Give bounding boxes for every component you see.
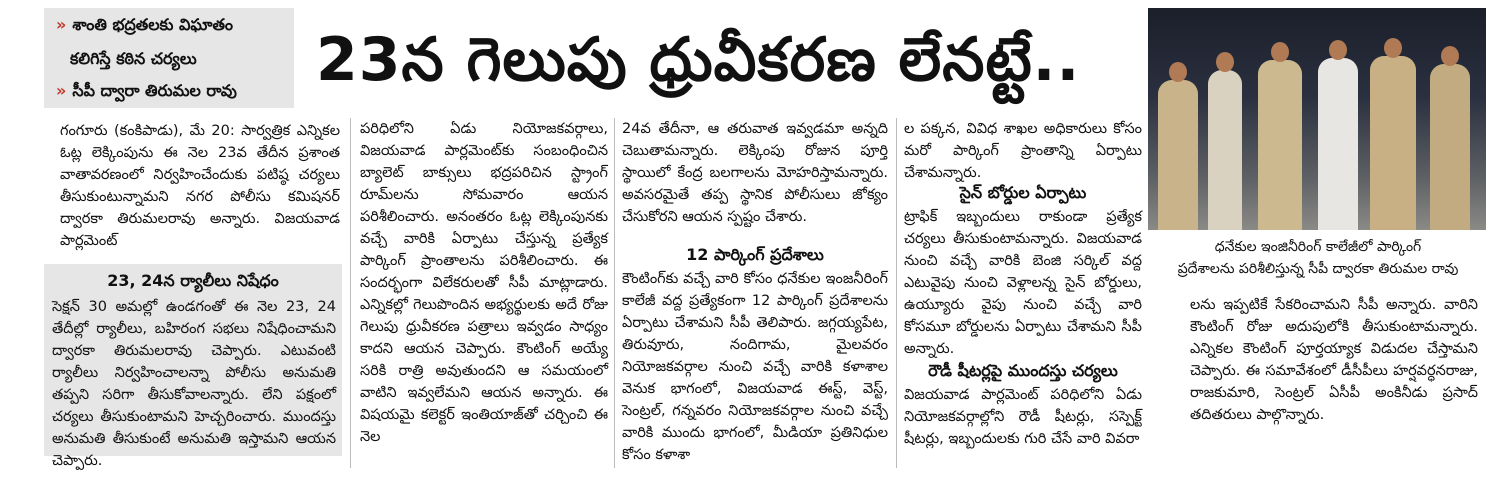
column-3-para-2: కౌంటింగ్‌కు వచ్చే వారి కోసం ధనేకుల ఇంజనీరింగ్ కాలేజీ వద్ద ప్రత్యేకంగా 12 పార్కింగ్ ప్రదేశాలను ఏర్పాటు చేశామని సీపీ తెలిపారు. జగ్గయ్యపేట, తిరువూరు, నందిగామ, మైలవరం నియోజకవర్గాల నుంచి వచ్చే వారికి కళాశాల వెనుక భాగంలో, విజయవాడ ఈస్ట్, వెస్ట్, సెంట్రల్, గన్నవరం నియోజకవర్గాల నుంచి వచ్చే వారికి ముందు భాగంలో, మీడియా ప్రతినిధుల కోసం కళాశా (622, 271, 888, 463)
bullet-icon: » (56, 15, 67, 34)
officer-figure (1158, 80, 1198, 230)
kicker-line-1: » శాంతి భద్రతలకు విఘాతం (56, 15, 234, 34)
kicker-line-3: » సీపీ ద్వారా తిరుమల రావు (56, 81, 237, 100)
officer-figure (1208, 70, 1242, 230)
column-4-para-3: విజయవాడ పార్లమెంట్ పరిధిలోని ఏడు నియోజకవర్గాల్లోని రౌడీ షీటర్లు, సస్పెక్ట్ షీటర్లు, ఇబ్బందులకు గురి చేసే వారి వివరా (904, 387, 1142, 447)
officer-figure (1430, 64, 1470, 230)
subheading-sign-boards: సైన్ బోర్డుల ఏర్పాటు (959, 183, 1087, 202)
headline: 23న గెలుపు ధ్రువీకరణ లేనట్టే.. (316, 25, 1081, 95)
column-4-para-1: ల పక్కన, వివిధ శాఖల అధికారులు కోసం మరో పార్కింగ్ ప్రాంతాన్ని ఏర్పాటు చేశామన్నారు. (904, 121, 1142, 181)
news-photo (1148, 8, 1486, 230)
bullet-icon: » (56, 81, 67, 100)
column-3-para-1: 24వ తేదీనా, ఆ తరువాత ఇవ్వడమా అన్నది చెబుతామన్నారు. లెక్కింపు రోజున పూర్తి స్థాయిలో కేంద్ర బలగాలను మోహరిస్తామన్నారు. అవసరమైతే తప్ప స్థానిక పోలీసులు జోక్యం చేసుకోరని ఆయన స్పష్టం చేశారు. (622, 121, 888, 225)
kicker-line-2: కలిగిస్తే కఠిన చర్యలు (70, 49, 197, 68)
column-divider (350, 118, 351, 468)
kicker-box (44, 8, 294, 108)
column-divider (896, 118, 897, 468)
column-5-para: లను ఇప్పటికే సేకరించామని సీపీ అన్నారు. వారిని కౌంటింగ్ రోజు అదుపులోకి తీసుకుంటామన్నారు. ఎన్నికల కౌంటింగ్ పూర్తయ్యాక విడుదల చేస్తామని చెప్పారు. ఈ సమావేశంలో డీసీపీలు హర్షవర్ధనరాజు, రాజకుమారి, సెంట్రల్ ఏసీపీ అంకినీడు ప్రసాద్ తదితరులు పాల్గొన్నారు. (1190, 297, 1478, 423)
photo-caption: ధనేకుల ఇంజినీరింగ్ కాలేజీలో పార్కింగ్ ప్రదేశాలను పరిశీలిస్తున్న సీపీ ద్వారకా తిరుమల రావు (1177, 239, 1459, 277)
subheading-rallies-ban: 23, 24న ర్యాలీలు నిషేధం (107, 271, 279, 290)
officer-figure (1258, 60, 1302, 230)
column-1-sub-para: సెక్షన్ 30 అమల్లో ఉండగంతో ఈ నెల 23, 24 తేదీల్లో ర్యాలీలు, బహిరంగ సభలు నిషేధించామని ద్వారకా తిరుమలరావు చెప్పారు. ఎటువంటి ర్యాలీలు నిర్వహించాలన్నా పోలీసు అనుమతి తప్పని సరిగా తీసుకోవాలన్నారు. లేని పక్షంలో చర్యలు తీసుకుంటామని హెచ్చరించారు. ముందస్తు అనుమతి తీసుకుంటే అనుమతి ఇస్తామని ఆయన చెప్పారు. (52, 299, 336, 469)
officer-figure (1370, 56, 1416, 230)
column-divider (614, 118, 615, 468)
column-2-para: పరిధిలోని ఏడు నియోజకవర్గాలు, విజయవాడ పార్లమెంట్‌కు సంబంధించిన బ్యాలెట్ బాక్సులు భద్రపరిచిన స్ట్రాంగ్ రూమ్‌లను సోమవారం ఆయన పరిశీలించారు. అనంతరం ఓట్ల లెక్కింపునకు వచ్చే వారికి ఏర్పాటు చేస్తున్న ప్రత్యేక పార్కింగ్ ప్రాంతాలను పరిశీలించారు. ఈ సందర్భంగా విలేకరులతో సీపీ మాట్లాడారు. ఎన్నికల్లో గెలుపొందిన అభ్యర్థులకు అదే రోజు గెలుపు ధ్రువీకరణ పత్రాలు ఇవ్వడం సాధ్యం కాదని ఆయన చెప్పారు. కౌంటింగ్ అయ్యే సరికి రాత్రి అవుతుందని ఆ సమయంలో వాటిని ఇవ్వలేమని ఆయన అన్నారు. ఈ విషయమై కలెక్టర్ ఇంతియాజ్‌తో చర్చించి ఈ నెల (360, 121, 608, 445)
subheading-rowdy-sheeters: రౌడీ షీటర్లపై ముందస్తు చర్యలు (928, 361, 1118, 380)
officer-figure (1318, 58, 1358, 230)
column-1-para: గంగూరు (కంకిపాడు), మే 20: సార్వత్రిక ఎన్నికల ఓట్ల లెక్కింపును ఈ నెల 23వ తేదీన ప్రశాంత వాతావరణంలో నిర్వహించేందుకు పటిష్ఠ చర్యలు తీసుకుంటున్నామని నగర పోలీసు కమిషనర్ ద్వారకా తిరుమలరావు అన్నారు. విజయవాడ పార్లమెంట్ (60, 123, 340, 249)
subheading-parking: 12 పార్కింగ్ ప్రదేశాలు (686, 245, 824, 264)
column-4-para-2: ట్రాఫిక్ ఇబ్బందులు రాకుండా ప్రత్యేక చర్యలు తీసుకుంటామన్నారు. విజయవాడ నుంచి వచ్చే వారికి బెంజి సర్కిల్ వద్ద ఎటువైపు నుంచి వెళ్లాలన్న సైన్ బోర్డులు, ఉయ్యూరు వైపు నుంచి వచ్చే వారి కోసమూ బోర్డులను ఏర్పాటు చేశామని సీపీ అన్నారు. (904, 209, 1142, 357)
